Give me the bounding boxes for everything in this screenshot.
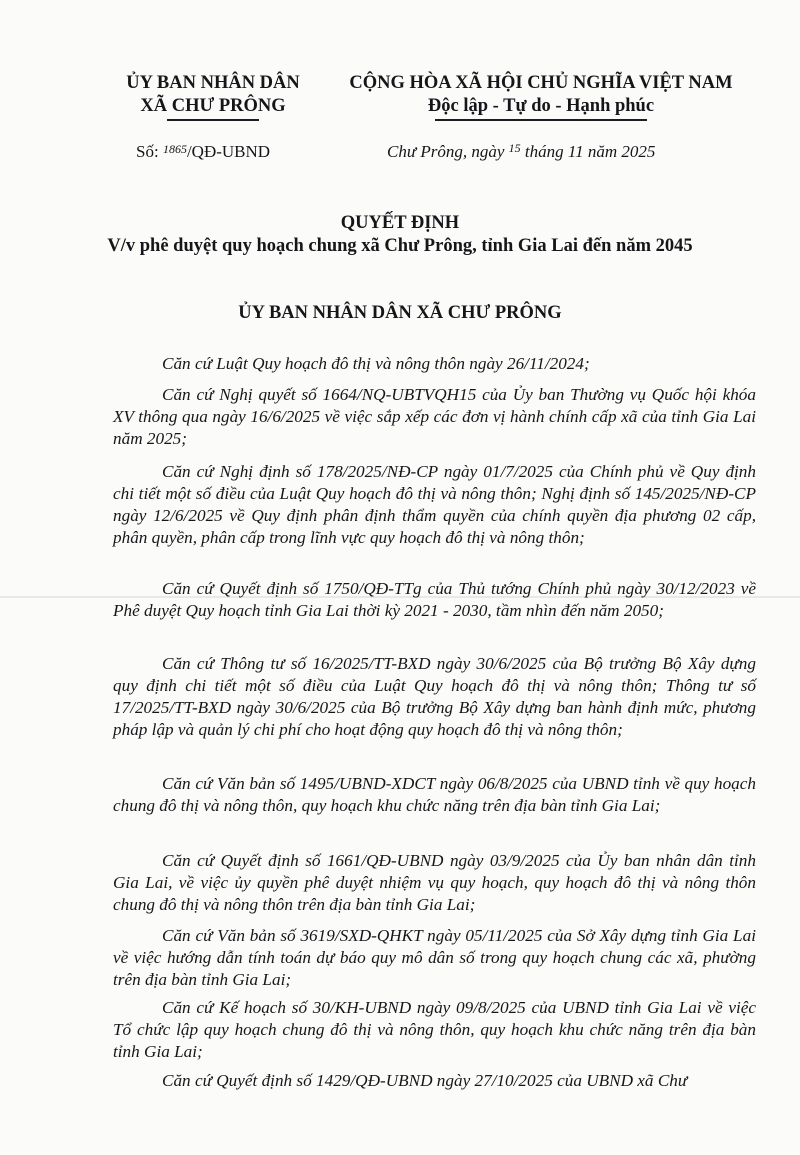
doc-number-suffix: /QĐ-UBND [186, 142, 271, 161]
doc-number-value: 1865 [162, 142, 187, 156]
date-day: 15 [508, 141, 521, 155]
legal-basis-paragraph: Căn cứ Quyết định số 1429/QĐ-UBND ngày 27/10/2025 của UBND xã Chư [162, 1071, 688, 1090]
legal-basis-paragraph: Căn cứ Thông tư số 16/2025/TT-BXD ngày 30/6/2025 của Bộ trưởng Bộ Xây dựng quy định chi tiết một số điều của Luật Quy hoạch đô thị và nông thôn; Thông tư số 17/2025/TT-BXD ngày 30/6/2025 của Bộ trưởng Bộ Xây dựng ban hành định mức, phương pháp lập và quản lý chi phí cho hoạt động quy hoạch đô thị và nông thôn; [113, 654, 756, 739]
nation-line-1: CỘNG HÒA XÃ HỘI CHỦ NGHĨA VIỆT NAM [349, 73, 733, 93]
org-line-2: XÃ CHƯ PRÔNG [140, 96, 286, 116]
legal-basis-paragraph: Căn cứ Văn bản số 1495/UBND-XDCT ngày 06/8/2025 của UBND tỉnh về quy hoạch chung đô thị và nông thôn, quy hoạch khu chức năng trên địa bàn tỉnh Gia Lai; [113, 774, 756, 815]
org-underline [167, 119, 259, 121]
legal-basis-paragraph: Căn cứ Kế hoạch số 30/KH-UBND ngày 09/8/2025 của UBND tỉnh Gia Lai về việc Tổ chức lập quy hoạch chung đô thị và nông thôn, quy hoạch khu chức năng trên địa bàn tỉnh Gia Lai; [113, 998, 756, 1061]
legal-basis-paragraph: Căn cứ Nghị quyết số 1664/NQ-UBTVQH15 của Ủy ban Thường vụ Quốc hội khóa XV thông qua ngày 16/6/2025 về việc sắp xếp các đơn vị hành chính cấp xã của tỉnh Gia Lai năm 2025; [113, 385, 756, 448]
doc-number-prefix: Số: [136, 142, 159, 161]
place-and-date [387, 142, 655, 162]
legal-basis-paragraph: Căn cứ Luật Quy hoạch đô thị và nông thôn ngày 26/11/2024; [162, 354, 590, 373]
place-date-prefix: Chư Prông, ngày [387, 142, 505, 161]
document-number [136, 142, 270, 162]
legal-basis-paragraph: Căn cứ Văn bản số 3619/SXD-QHKT ngày 05/11/2025 của Sở Xây dựng tỉnh Gia Lai về việc hướng dẫn tính toán dự báo quy mô dân số trong quy hoạch chung các xã, phường trên địa bàn tỉnh Gia Lai; [113, 926, 756, 989]
nation-line-2: Độc lập - Tự do - Hạnh phúc [427, 96, 655, 116]
legal-basis-paragraph: Căn cứ Quyết định số 1750/QĐ-TTg của Thủ tướng Chính phủ ngày 30/12/2023 về Phê duyệt Quy hoạch tỉnh Gia Lai thời kỳ 2021 - 2030, tầm nhìn đến năm 2050; [113, 579, 756, 620]
motto-underline [435, 119, 647, 121]
issuing-authority-heading: ỦY BAN NHÂN DÂN XÃ CHƯ PRÔNG [238, 303, 562, 323]
national-motto [326, 72, 756, 121]
place-date-suffix: tháng 11 năm 2025 [524, 142, 656, 161]
legal-basis-paragraph: Căn cứ Quyết định số 1661/QĐ-UBND ngày 03/9/2025 của Ủy ban nhân dân tỉnh Gia Lai, về việc ủy quyền phê duyệt nhiệm vụ quy hoạch, quy hoạch đô thị và nông thôn chung đô thị và nông thôn trên địa bàn tỉnh Gia Lai; [113, 851, 756, 914]
document-subtitle: V/v phê duyệt quy hoạch chung xã Chư Prông, tỉnh Gia Lai đến năm 2045 [107, 236, 693, 256]
org-line-1: ỦY BAN NHÂN DÂN [126, 73, 300, 93]
issuing-organization [108, 72, 318, 121]
legal-basis-paragraph: Căn cứ Nghị định số 178/2025/NĐ-CP ngày 01/7/2025 của Chính phủ về Quy định chi tiết một số điều của Luật Quy hoạch đô thị và nông thôn; Nghị định số 145/2025/NĐ-CP ngày 12/6/2025 về Quy định phân định thẩm quyền của chính quyền địa phương 02 cấp, phân quyền, phân cấp trong lĩnh vực quy hoạch đô thị và nông thôn; [113, 462, 756, 547]
document-title: QUYẾT ĐỊNH [340, 213, 460, 233]
